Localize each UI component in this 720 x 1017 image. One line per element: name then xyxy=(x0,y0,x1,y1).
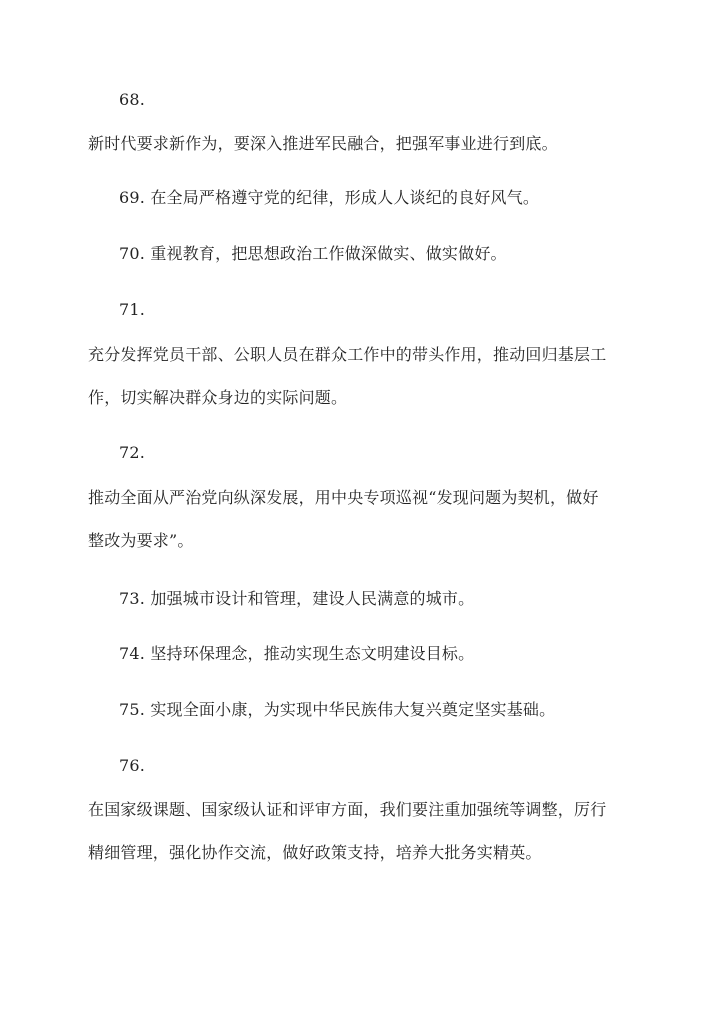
item-73-text: 73. 加强城市设计和管理，建设人民满意的城市。 xyxy=(119,589,475,608)
item-76-number: 76. xyxy=(119,756,146,775)
item-70-text: 70. 重视教育，把思想政治工作做深做实、做实做好。 xyxy=(119,244,507,263)
item-72-text-line-1: 推动全面从严治党向纵深发展，用中央专项巡视“发现问题为契机，做好 xyxy=(88,488,599,507)
item-68-number: 68. xyxy=(119,90,146,109)
item-68-text: 新时代要求新作为，要深入推进军民融合，把强军事业进行到底。 xyxy=(88,134,558,153)
item-72-text-line-2: 整改为要求”。 xyxy=(88,531,194,550)
item-71-number: 71. xyxy=(119,300,146,319)
item-76-text-line-1: 在国家级课题、国家级认证和评审方面，我们要注重加强统等调整，厉行 xyxy=(88,800,607,819)
item-71-text-line-1: 充分发挥党员干部、公职人员在群众工作中的带头作用，推动回归基层工 xyxy=(88,345,607,364)
item-71-text-line-2: 作，切实解决群众身边的实际问题。 xyxy=(88,388,348,407)
item-75-text: 75. 实现全面小康，为实现中华民族伟大复兴奠定坚实基础。 xyxy=(119,700,556,719)
item-76-text-line-2: 精细管理，强化协作交流，做好政策支持，培养大批务实精英。 xyxy=(88,843,542,862)
item-72-number: 72. xyxy=(119,443,146,462)
item-69-text: 69. 在全局严格遵守党的纪律，形成人人谈纪的良好风气。 xyxy=(119,188,540,207)
item-74-text: 74. 坚持环保理念，推动实现生态文明建设目标。 xyxy=(119,644,475,663)
